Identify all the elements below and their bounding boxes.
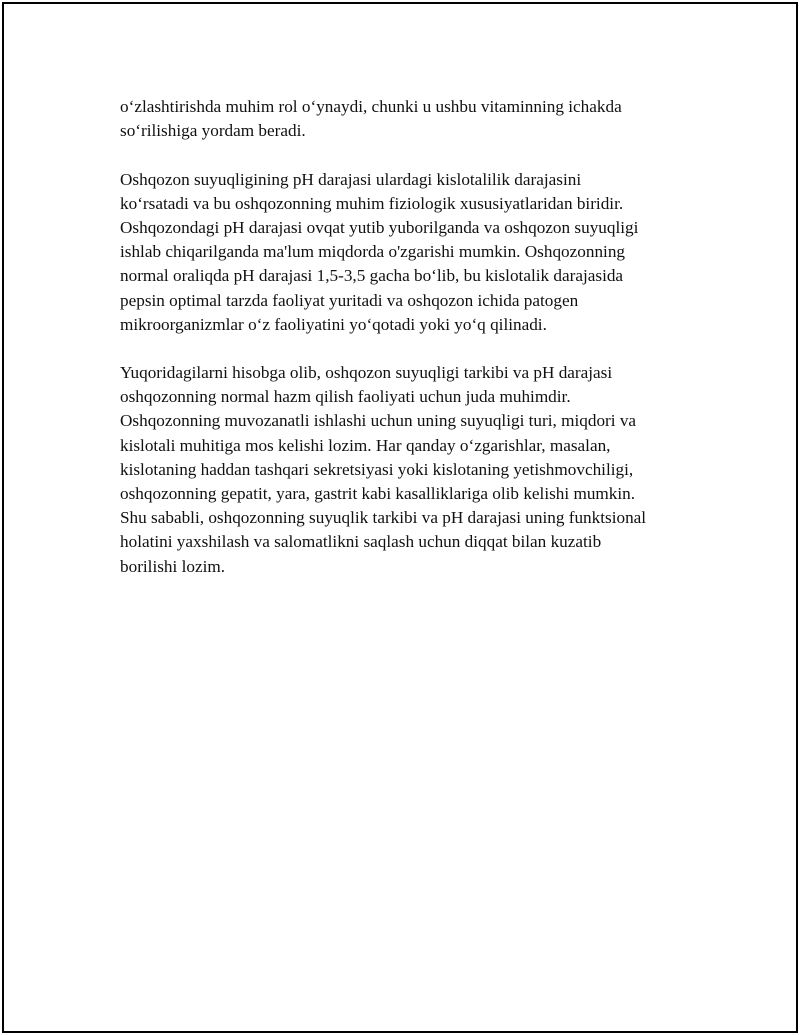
document-body — [120, 95, 700, 603]
text-line: ishlab chiqarilganda ma'lum miqdorda o'zgarishi mumkin. Oshqozonning — [120, 242, 626, 262]
text-line: oshqozonning gepatit, yara, gastrit kabi kasalliklariga olib kelishi mumkin. — [120, 484, 636, 503]
text-line: holatini yaxshilash va salomatlikni saqlash uchun diqqat bilan kuzatib — [120, 532, 602, 552]
text-line: normal oraliqda pH darajasi 1,5-3,5 gacha bo‘lib, bu kislotalik darajasida — [120, 266, 624, 286]
text-line: Oshqozon suyuqligining pH darajasi ulardagi kislotalilik darajasini — [120, 169, 582, 189]
text-line: borilishi lozim. — [120, 556, 226, 576]
text-line: Oshqozonning muvozanatli ishlashi uchun uning suyuqligi turi, miqdori va — [120, 411, 637, 431]
text-line: Yuqoridagilarni hisobga olib, oshqozon suyuqligi tarkibi va pH darajasi — [120, 363, 613, 383]
text-line: o‘zlashtirishda muhim rol o‘ynaydi, chunki u ushbu vitaminning ichakda — [120, 97, 622, 116]
text-line: so‘rilishiga yordam beradi. — [120, 121, 306, 141]
text-line: mikroorganizmlar o‘z faoliyatini yo‘qotadi yoki yo‘q qilinadi. — [120, 314, 547, 334]
text-line: kislotali muhitiga mos kelishi lozim. Har qanday o‘zgarishlar, masalan, — [120, 435, 611, 455]
text-line: kislotaning haddan tashqari sekretsiyasi yoki kislotaning yetishmovchiligi, — [120, 459, 634, 479]
paragraph-vitamin-absorption — [120, 95, 700, 143]
text-line: Shu sababli, oshqozonning suyuqlik tarkibi va pH darajasi uning funktsional — [120, 508, 647, 528]
text-line: ko‘rsatadi va bu oshqozonning muhim fiziologik xususiyatlaridan biridir. — [120, 193, 624, 213]
text-line: pepsin optimal tarzda faoliyat yuritadi va oshqozon ichida patogen — [120, 290, 579, 310]
page-frame — [2, 2, 798, 1033]
text-line: oshqozonning normal hazm qilish faoliyati uchun juda muhimdir. — [120, 387, 571, 407]
text-line: Oshqozondagi pH darajasi ovqat yutib yuborilganda va oshqozon suyuqligi — [120, 217, 639, 237]
paragraph-conclusion — [120, 361, 700, 579]
paragraph-ph-level — [120, 168, 700, 337]
